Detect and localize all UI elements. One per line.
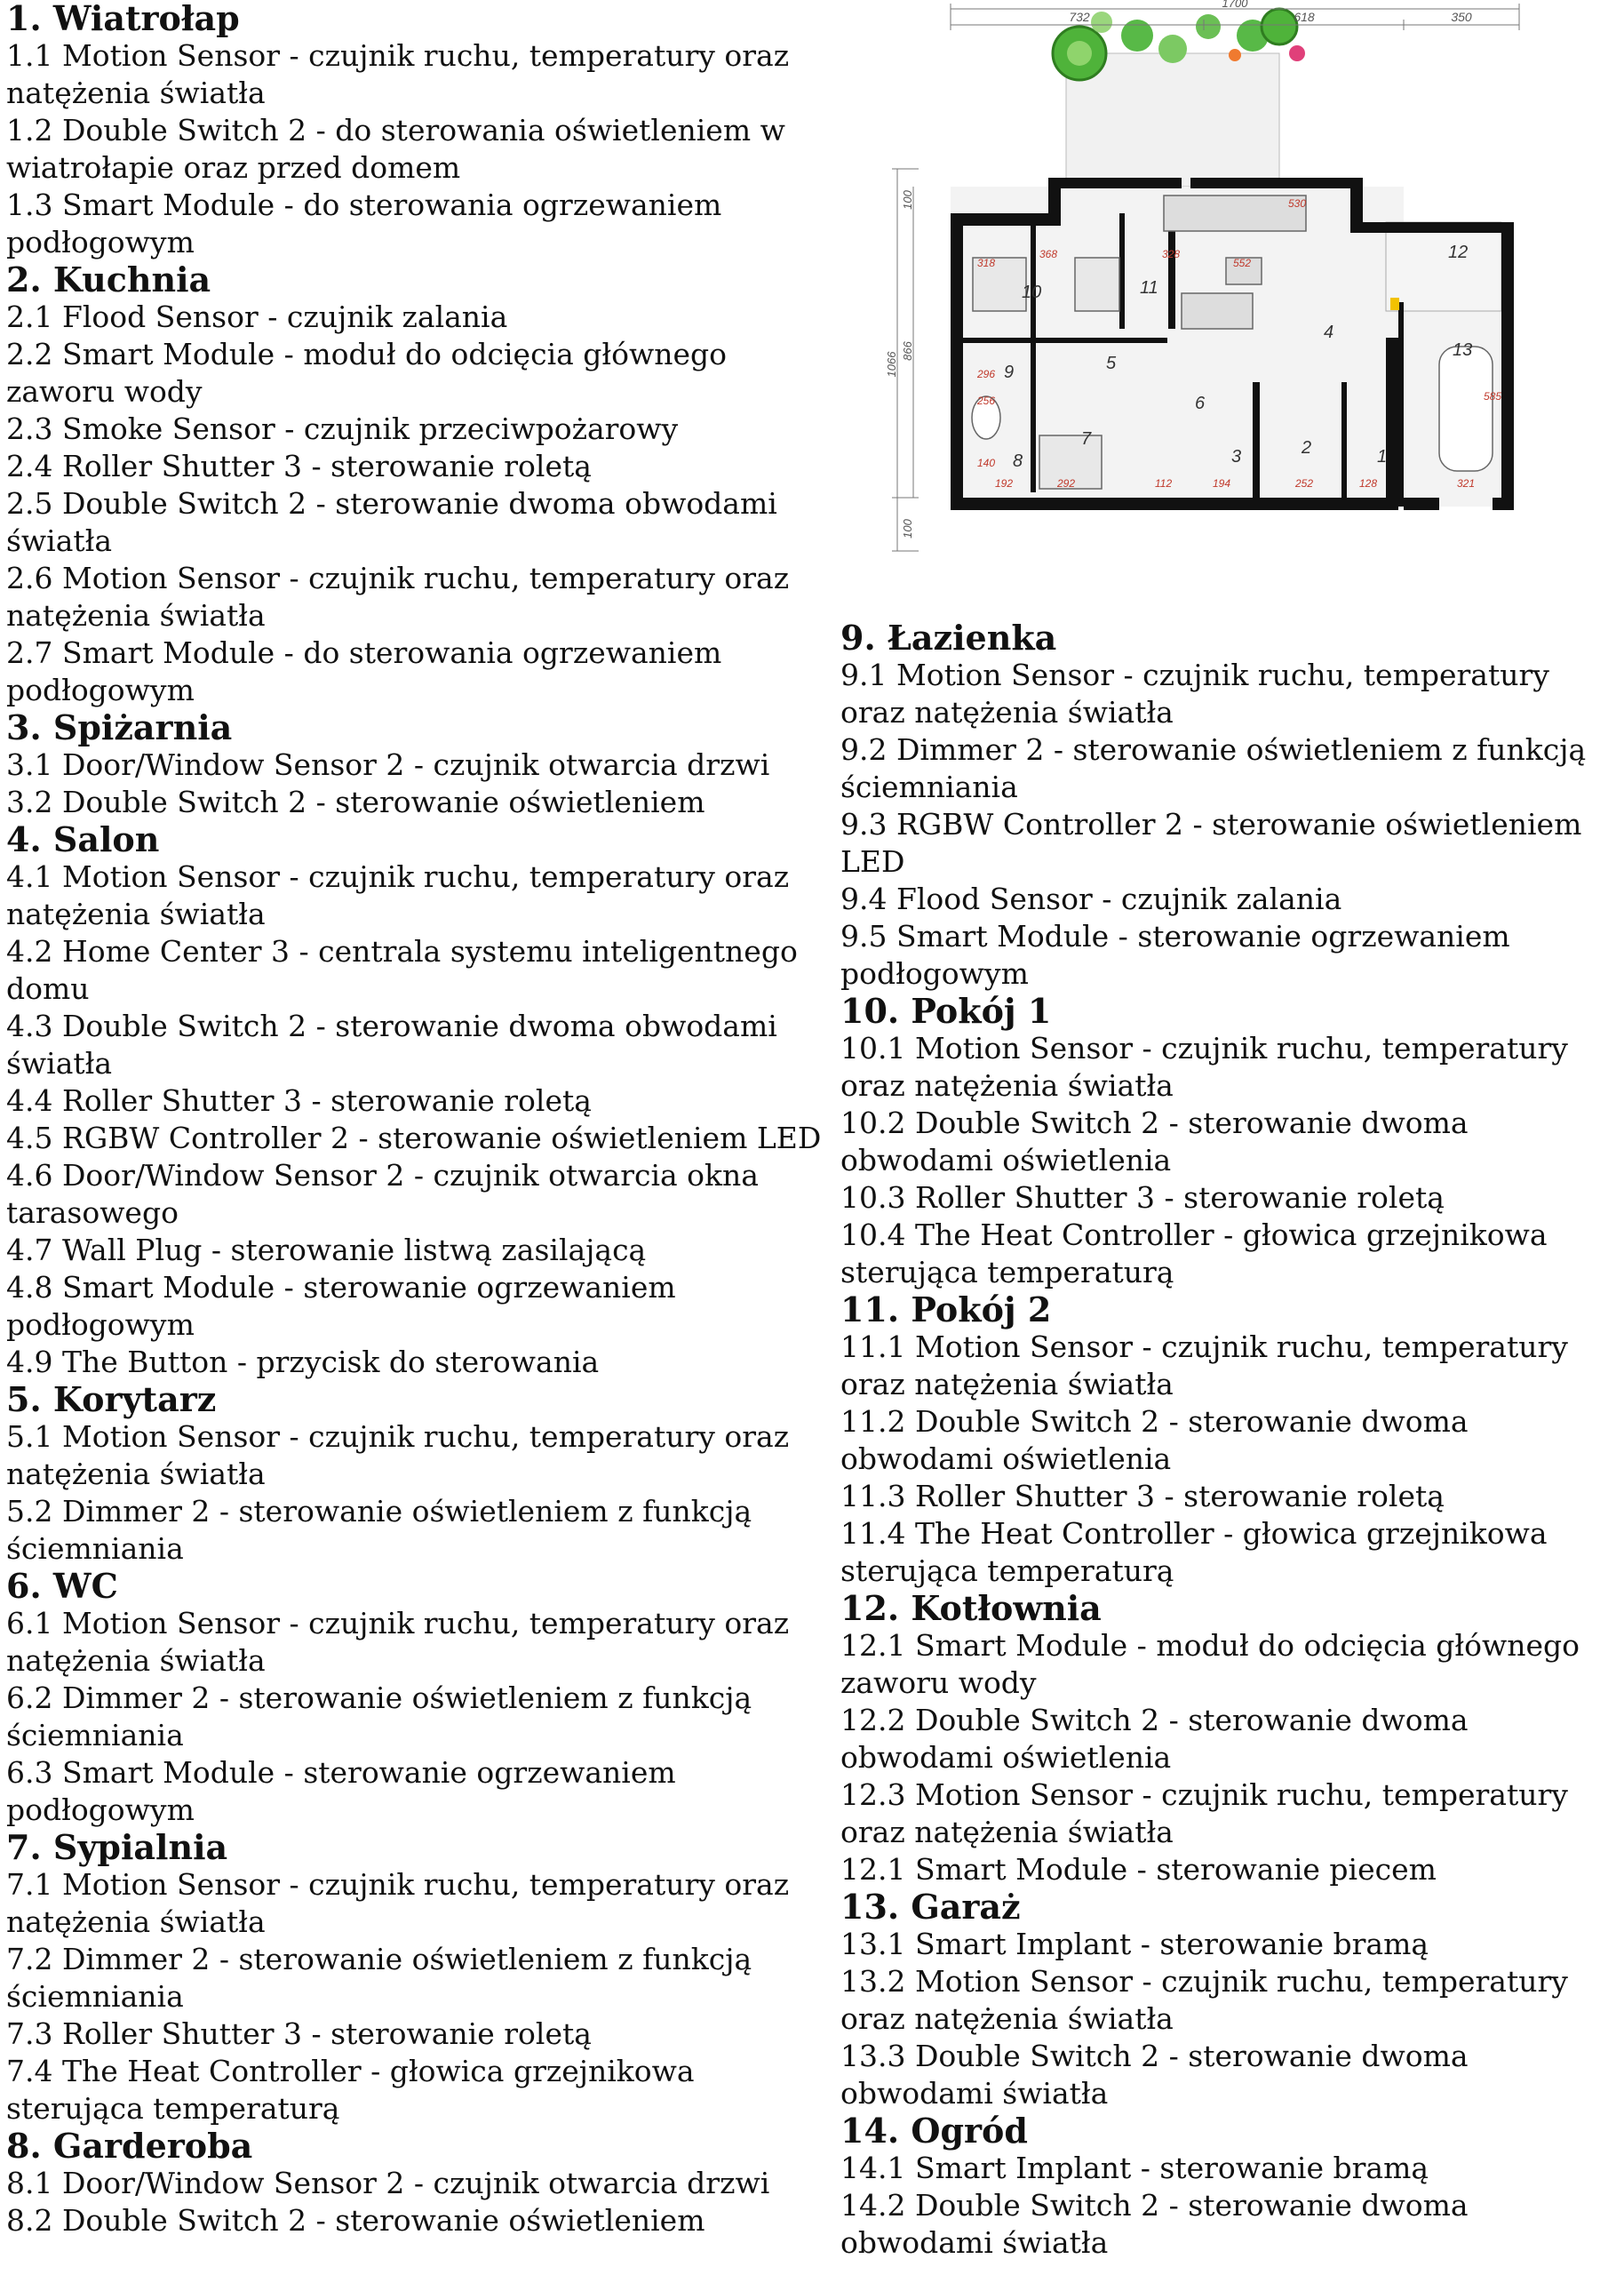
- device-item: 9.5 Smart Module - sterowanie ogrzewaniem podłogowym: [840, 919, 1510, 991]
- device-item: 8.2 Double Switch 2 - sterowanie oświetleniem: [6, 2203, 705, 2238]
- room-dim: 552: [1233, 257, 1252, 269]
- room-section: [6, 1381, 832, 1568]
- device-item: 7.1 Motion Sensor - czujnik ruchu, temperatury oraz natężenia światła: [6, 1867, 790, 1939]
- room-number: 13: [1453, 340, 1473, 360]
- device-item: 10.2 Double Switch 2 - sterowanie dwoma obwodami oświetlenia: [840, 1106, 1469, 1177]
- device-item: 12.3 Motion Sensor - czujnik ruchu, temperatury oraz natężenia światła: [840, 1777, 1568, 1849]
- room-title: 6. WC: [6, 1566, 118, 1606]
- boiler-marker-icon: [1390, 298, 1399, 310]
- dim-top-3: 350: [1451, 10, 1472, 24]
- device-item: 4.7 Wall Plug - sterowanie listwą zasilającą: [6, 1233, 647, 1267]
- device-item: 12.1 Smart Module - moduł do odcięcia głównego zaworu wody: [840, 1628, 1580, 1700]
- device-item: 2.2 Smart Module - moduł do odcięcia głównego zaworu wody: [6, 337, 727, 409]
- device-item: 9.2 Dimmer 2 - sterowanie oświetleniem z funkcją ściemniania: [840, 732, 1587, 804]
- device-item: 10.4 The Heat Controller - głowica grzejnikowa sterująca temperaturą: [840, 1217, 1548, 1289]
- floor-plan-drawing: [880, 0, 1537, 560]
- room-dim: 192: [995, 477, 1014, 490]
- device-item: 4.3 Double Switch 2 - sterowanie dwoma obwodami światła: [6, 1009, 777, 1081]
- device-item: 4.8 Smart Module - sterowanie ogrzewaniem podłogowym: [6, 1270, 676, 1342]
- dim-top-2: 618: [1294, 10, 1315, 24]
- room-dim: 252: [1295, 477, 1314, 490]
- device-item: 9.4 Flood Sensor - czujnik zalania: [840, 882, 1342, 916]
- room-section: [840, 1590, 1622, 1888]
- room-number: 6: [1195, 394, 1206, 413]
- device-item: 4.6 Door/Window Sensor 2 - czujnik otwarcia okna tarasowego: [6, 1158, 759, 1230]
- device-item: 13.2 Motion Sensor - czujnik ruchu, temperatury oraz natężenia światła: [840, 1964, 1568, 2036]
- room-section: [6, 261, 832, 709]
- room-number: 5: [1106, 354, 1117, 373]
- device-item: 5.1 Motion Sensor - czujnik ruchu, temperatury oraz natężenia światła: [6, 1419, 790, 1491]
- room-dim: 368: [1039, 248, 1058, 260]
- device-item: 1.1 Motion Sensor - czujnik ruchu, temperatury oraz natężenia światła: [6, 38, 790, 110]
- device-item: 4.5 RGBW Controller 2 - sterowanie oświetleniem LED: [6, 1121, 822, 1155]
- dim-left-3: 100: [901, 190, 914, 210]
- device-item: 6.1 Motion Sensor - czujnik ruchu, temperatury oraz natężenia światła: [6, 1606, 790, 1678]
- room-section: [6, 1568, 832, 1829]
- room-title: 13. Garaż: [840, 1887, 1021, 1927]
- room-dim: 318: [977, 257, 996, 269]
- room-dim: 328: [1162, 248, 1181, 260]
- left-column: [6, 0, 832, 2239]
- device-item: 6.3 Smart Module - sterowanie ogrzewaniem podłogowym: [6, 1755, 676, 1827]
- room-section: [840, 2112, 1622, 2262]
- room-number: 11: [1140, 278, 1158, 298]
- device-item: 3.1 Door/Window Sensor 2 - czujnik otwarcia drzwi: [6, 747, 770, 782]
- device-item: 12.2 Double Switch 2 - sterowanie dwoma obwodami oświetlenia: [840, 1703, 1469, 1775]
- device-item: 4.2 Home Center 3 - centrala systemu inteligentnego domu: [6, 934, 798, 1006]
- room-section: [840, 993, 1622, 1291]
- device-item: 4.9 The Button - przycisk do sterowania: [6, 1345, 600, 1379]
- room-number: 3: [1231, 447, 1242, 467]
- device-item: 1.3 Smart Module - do sterowania ogrzewaniem podłogowym: [6, 188, 722, 259]
- room-section: [6, 2127, 832, 2239]
- device-item: 14.1 Smart Implant - sterowanie bramą: [840, 2151, 1429, 2185]
- device-item: 4.1 Motion Sensor - czujnik ruchu, temperatury oraz natężenia światła: [6, 859, 790, 931]
- room-number: 8: [1013, 451, 1023, 471]
- room-section: [840, 619, 1622, 993]
- device-item: 7.4 The Heat Controller - głowica grzejnikowa sterująca temperaturą: [6, 2054, 695, 2126]
- room-title: 2. Kuchnia: [6, 259, 211, 299]
- room-section: [840, 1291, 1622, 1590]
- dim-left-2: 866: [901, 341, 914, 361]
- room-title: 9. Łazienka: [840, 618, 1057, 658]
- device-item: 13.1 Smart Implant - sterowanie bramą: [840, 1927, 1429, 1961]
- dim-top-total: 1700: [1222, 0, 1248, 10]
- dim-left-1: 1066: [885, 351, 898, 378]
- room-title: 10. Pokój 1: [840, 991, 1052, 1031]
- room-title: 11. Pokój 2: [840, 1289, 1052, 1329]
- room-dim: 321: [1457, 477, 1476, 490]
- room-dim: 194: [1213, 477, 1231, 490]
- room-number: 10: [1022, 283, 1042, 302]
- device-item: 11.4 The Heat Controller - głowica grzejnikowa sterująca temperaturą: [840, 1516, 1548, 1588]
- room-title: 3. Spiżarnia: [6, 707, 233, 747]
- room-number: 1: [1377, 447, 1388, 467]
- device-item: 9.1 Motion Sensor - czujnik ruchu, temperatury oraz natężenia światła: [840, 658, 1549, 730]
- room-dim: 140: [977, 457, 996, 469]
- room-title: 14. Ogród: [840, 2111, 1028, 2151]
- room-section: [6, 821, 832, 1381]
- room-dim: 530: [1288, 197, 1307, 210]
- room-dim: 292: [1057, 477, 1076, 490]
- room-number: 4: [1324, 323, 1334, 342]
- device-item: 12.1 Smart Module - sterowanie piecem: [840, 1852, 1437, 1887]
- room-number: 12: [1448, 243, 1469, 262]
- device-item: 2.6 Motion Sensor - czujnik ruchu, temperatury oraz natężenia światła: [6, 561, 790, 633]
- dim-top-1: 732: [1069, 10, 1090, 24]
- device-item: 2.5 Double Switch 2 - sterowanie dwoma obwodami światła: [6, 486, 777, 558]
- boiler-room-area: [1386, 222, 1501, 311]
- device-item: 8.1 Door/Window Sensor 2 - czujnik otwarcia drzwi: [6, 2166, 770, 2200]
- room-number: 7: [1081, 429, 1092, 449]
- device-item: 7.2 Dimmer 2 - sterowanie oświetleniem z funkcją ściemniania: [6, 1942, 752, 2014]
- device-item: 7.3 Roller Shutter 3 - sterowanie roletą: [6, 2016, 592, 2051]
- device-item: 6.2 Dimmer 2 - sterowanie oświetleniem z funkcją ściemniania: [6, 1680, 752, 1752]
- room-title: 8. Garderoba: [6, 2126, 253, 2166]
- device-item: 11.3 Roller Shutter 3 - sterowanie roletą: [840, 1479, 1445, 1513]
- right-column: [840, 619, 1622, 2262]
- room-title: 4. Salon: [6, 819, 160, 859]
- device-item: 3.2 Double Switch 2 - sterowanie oświetleniem: [6, 785, 705, 819]
- device-item: 4.4 Roller Shutter 3 - sterowanie roletą: [6, 1083, 592, 1118]
- room-dim: 256: [977, 395, 996, 407]
- room-section: [6, 1829, 832, 2127]
- room-dim: 128: [1359, 477, 1378, 490]
- device-item: 14.2 Double Switch 2 - sterowanie dwoma obwodami światła: [840, 2188, 1469, 2260]
- room-dim: 296: [977, 368, 996, 380]
- room-section: [6, 0, 832, 261]
- room-dim: 585: [1484, 390, 1502, 403]
- device-item: 2.3 Smoke Sensor - czujnik przeciwpożarowy: [6, 411, 679, 446]
- device-item: 2.4 Roller Shutter 3 - sterowanie roletą: [6, 449, 592, 483]
- device-item: 2.7 Smart Module - do sterowania ogrzewaniem podłogowym: [6, 635, 722, 707]
- room-title: 12. Kotłownia: [840, 1588, 1102, 1628]
- device-item: 10.3 Roller Shutter 3 - sterowanie roletą: [840, 1180, 1445, 1215]
- device-item: 10.1 Motion Sensor - czujnik ruchu, temperatury oraz natężenia światła: [840, 1031, 1568, 1103]
- device-item: 1.2 Double Switch 2 - do sterowania oświetleniem w wiatrołapie oraz przed domem: [6, 113, 785, 185]
- room-number: 2: [1302, 438, 1312, 458]
- dim-left-4: 100: [901, 519, 914, 539]
- device-item: 9.3 RGBW Controller 2 - sterowanie oświetleniem LED: [840, 807, 1582, 879]
- room-section: [6, 709, 832, 821]
- device-item: 5.2 Dimmer 2 - sterowanie oświetleniem z funkcją ściemniania: [6, 1494, 752, 1566]
- device-item: 2.1 Flood Sensor - czujnik zalania: [6, 299, 508, 334]
- room-number: 9: [1004, 363, 1015, 382]
- room-title: 5. Korytarz: [6, 1379, 217, 1419]
- room-title: 1. Wiatrołap: [6, 0, 240, 38]
- device-item: 11.1 Motion Sensor - czujnik ruchu, temperatury oraz natężenia światła: [840, 1329, 1568, 1401]
- device-item: 11.2 Double Switch 2 - sterowanie dwoma obwodami oświetlenia: [840, 1404, 1469, 1476]
- room-title: 7. Sypialnia: [6, 1827, 228, 1867]
- room-dim: 112: [1155, 477, 1173, 490]
- device-item: 13.3 Double Switch 2 - sterowanie dwoma obwodami światła: [840, 2039, 1469, 2111]
- room-section: [840, 1888, 1622, 2112]
